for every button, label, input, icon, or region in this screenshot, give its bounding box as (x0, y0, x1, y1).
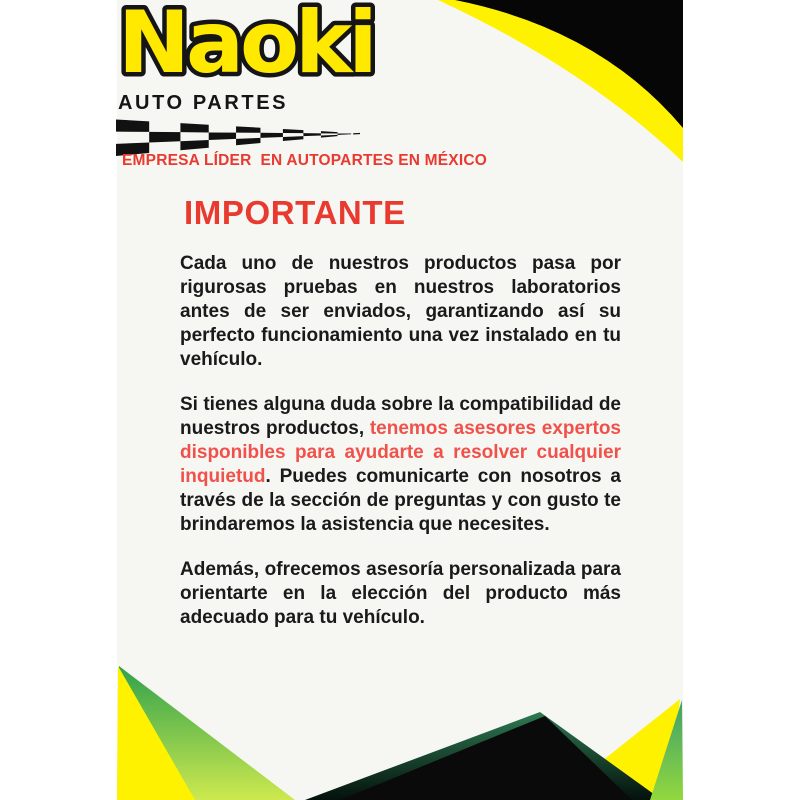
brand-logo-subtitle: AUTO PARTES (118, 92, 289, 114)
notice-paragraph-3 (180, 558, 621, 630)
notice-paragraph-1 (180, 252, 621, 372)
paragraph-3-text: Además, ofrecemos asesoría personalizada para orientarte en la elección del producto más adecuado para tu vehículo. (180, 559, 621, 628)
checkered-flag-icon (116, 114, 360, 156)
flag-tail-squiggle (353, 133, 360, 135)
footer-decoration-graphic (0, 650, 800, 800)
notice-paragraph-2 (180, 393, 621, 537)
paragraph-2-intro: Si tienes alguna duda sobre la compatibilidad de nuestros productos, (180, 394, 621, 439)
notice-body (180, 252, 621, 630)
paragraph-2-highlight: tenemos asesores expertos disponibles para ayudarte a resolver cualquier inquietud (180, 418, 621, 487)
footer-black-mountain (340, 716, 632, 800)
brand-tagline: EMPRESA LÍDER EN AUTOPARTES EN MÉXICO (122, 152, 488, 169)
brand-logo-text: Naoki (118, 0, 374, 93)
notice-heading: IMPORTANTE (184, 194, 406, 231)
corner-decoration-graphic (430, 0, 683, 170)
checkered-flag-cells (116, 119, 351, 156)
brand-logo (112, 0, 382, 96)
paragraph-1-text: Cada uno de nuestros productos pasa por rigurosas pruebas en nuestros laboratorios antes de ser enviados, garantizando así su perfecto funcionamiento una vez instalado en tu vehículo. (180, 253, 621, 370)
paragraph-2-outro: . Puedes comunicarte con nosotros a través de la sección de preguntas y con gusto te brindaremos la asistencia que necesites. (180, 466, 621, 535)
